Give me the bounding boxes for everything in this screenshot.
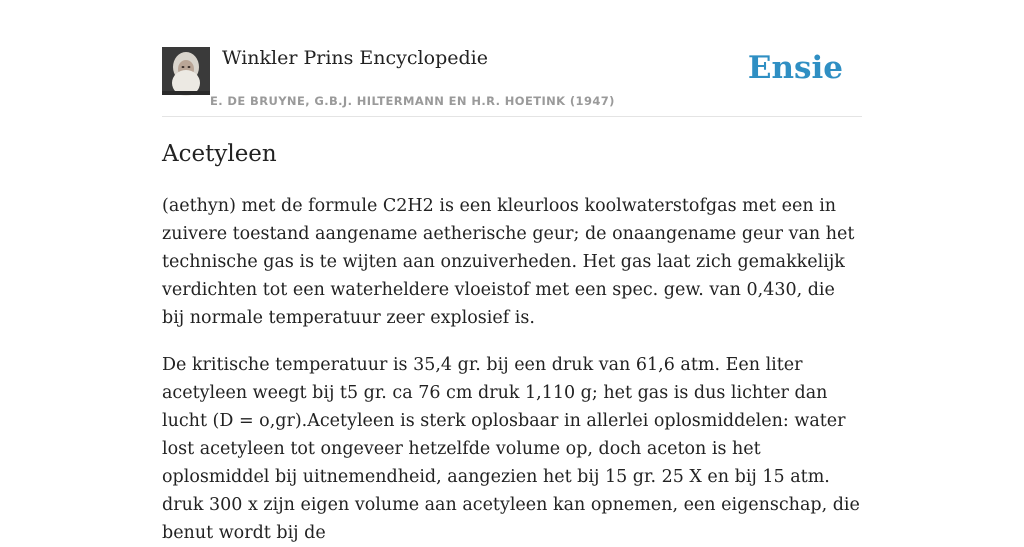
- brand-logo-link[interactable]: Ensie: [747, 50, 843, 86]
- portrait-icon: [162, 47, 210, 95]
- author-avatar-icon[interactable]: [162, 47, 210, 95]
- article-paragraph-2: De kritische temperatuur is 35,4 gr. bij een druk van 61,6 atm. Een liter acetyleen weegt bij t5 gr. ca 76 cm druk 1,110 g; het gas is dus lichter dan lucht (D = o,gr).Acetyleen is sterk oplosbaar in allerlei oplosmiddelen: water lost acetyleen tot ongeveer hetzelfde volume op, doch aceton is het oplosmiddel bij uitnemendheid, aangezien het bij 15 gr. 25 X en bij 15 atm. druk 300 x zijn eigen volume aan acetyleen kan opnemen, een eigenschap, die benut wordt bij de: [162, 355, 860, 543]
- article-paragraph-1: (aethyn) met de formule C2H2 is een kleurloos koolwaterstofgas met een in zuivere toestand aangename aetherische geur; de onaangename geur van het technische gas is te wijten aan onzuiverheden. Het gas laat zich gemakkelijk verdichten tot een waterheldere vloeistof met een spec. gew. van 0,430, die bij normale temperatuur zeer explosief is.: [162, 196, 855, 328]
- site-title[interactable]: Winkler Prins Encyclopedie: [222, 47, 488, 69]
- header: [162, 38, 862, 117]
- authors-line: E. DE BRUYNE, G.B.J. HILTERMANN EN H.R. HOETINK (1947): [210, 94, 615, 108]
- article-title: Acetyleen: [162, 141, 277, 167]
- article: [162, 138, 862, 547]
